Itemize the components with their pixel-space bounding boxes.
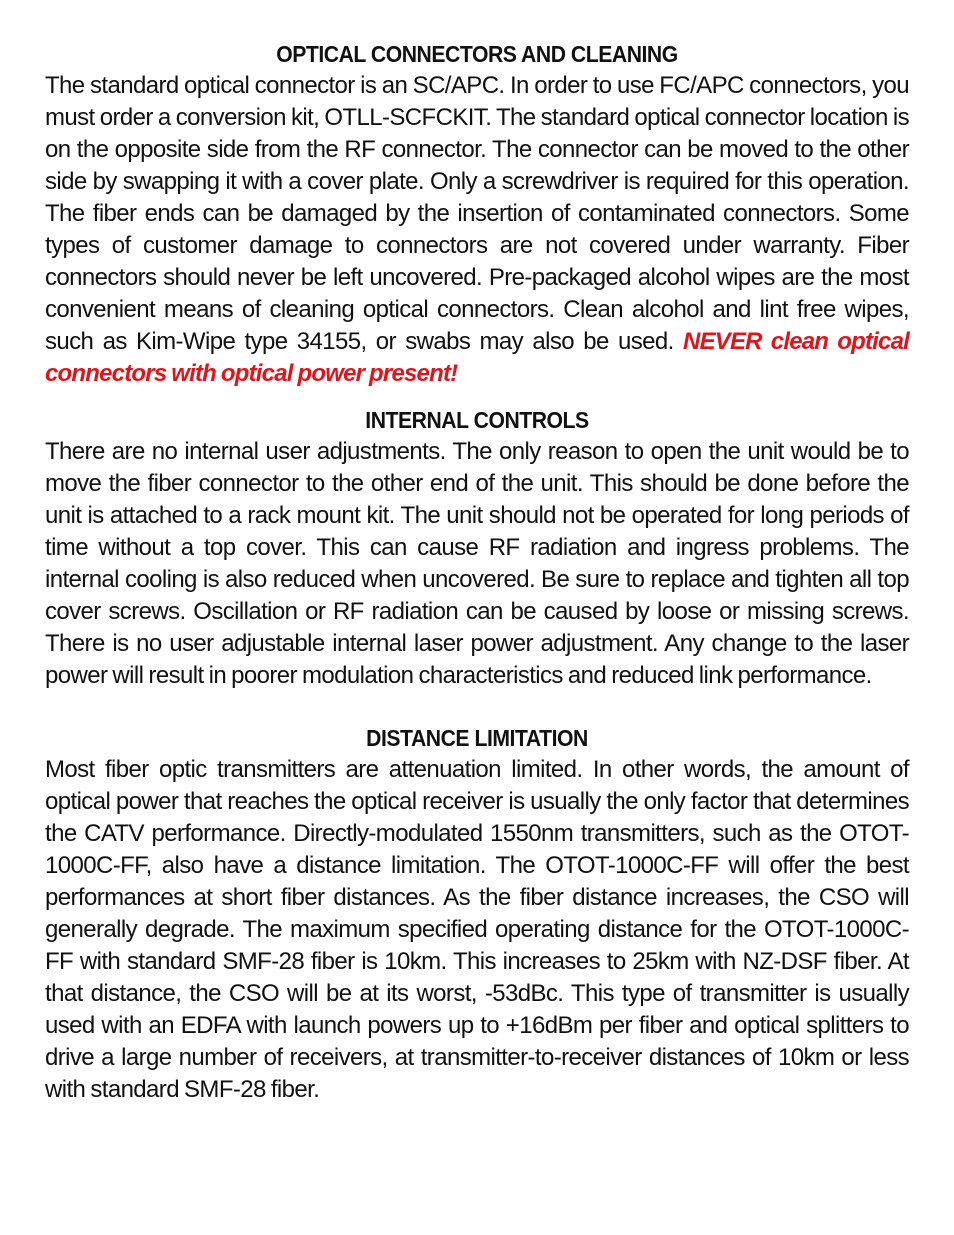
section-distance-limitation — [45, 722, 909, 1106]
section-body: Most fiber optic transmitters are attenuation limited. In other words, the amount of optical power that reaches the optical receiver is usually the only factor that determines the CATV performance. Directly-modulated 1550nm transmitters, such as the OTOT-1000C-FF, also have a distance limitation. The OTOT-1000C-FF will offer the best performances at short fiber distances. As the fiber distance increases, the CSO will generally degrade. The maximum specified operating distance for the OTOT-1000C-FF with standard SMF-28 fiber is 10km. This increases to 25km with NZ-DSF fiber. At that distance, the CSO will be at its worst, -53dBc. This type of transmitter is usually used with an EDFA with launch powers up to +16dBm per fiber and optical splitters to drive a large number of receivers, at transmitter-to-receiver distances of 10km or less with standard SMF-28 fiber. — [45, 756, 909, 1103]
section-optical-connectors — [45, 38, 909, 390]
section-heading: DISTANCE LIMITATION — [366, 725, 588, 751]
section-body — [45, 70, 909, 390]
document-page — [45, 38, 909, 1106]
section-internal-controls — [45, 404, 909, 692]
section-body: There are no internal user adjustments. The only reason to open the unit would be to move the fiber connector to the other end of the unit. This should be done before the unit is attached to a rack mount kit. The unit should not be operated for long periods of time without a top cover. This can cause RF radiation and ingress problems. The internal cooling is also reduced when uncovered. Be sure to replace and tighten all top cover screws. Oscillation or RF radiation can be caused by loose or missing screws. There is no user adjustable internal laser power adjustment. Any change to the laser power will result in poorer modulation characteristics and reduced link performance. — [45, 438, 909, 689]
warning-text: NEVER clean optical connectors with optical power present! — [45, 328, 909, 387]
section-heading: OPTICAL CONNECTORS AND CLEANING — [276, 41, 678, 67]
body-text: The standard optical connector is an SC/APC. In order to use FC/APC connectors, you must order a conversion kit, OTLL-SCFCKIT. The standard optical connector location is on the opposite side from the RF connector. The connector can be moved to the other side by swapping it with a cover plate. Only a screwdriver is required for this operation. The fiber ends can be damaged by the insertion of contaminated connectors. Some types of customer damage to connectors are not covered under warranty. Fiber connectors should never be left uncovered. Pre-packaged alcohol wipes are the most convenient means of cleaning optical connectors. Clean alcohol and lint free wipes, such as Kim-Wipe type 34155, or swabs may also be used. — [45, 72, 909, 355]
section-heading: INTERNAL CONTROLS — [365, 407, 589, 433]
